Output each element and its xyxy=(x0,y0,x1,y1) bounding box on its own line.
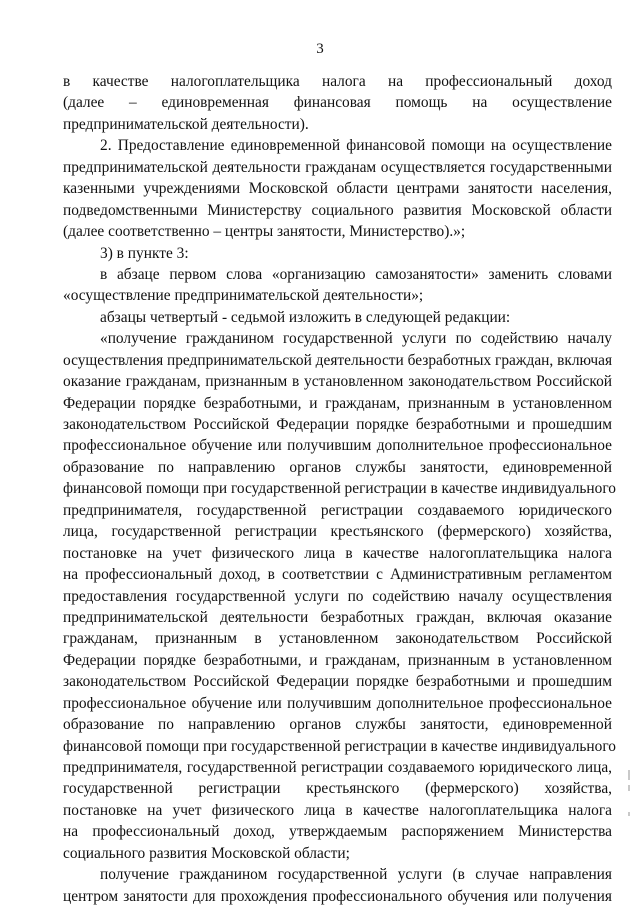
text-line: предпринимателя, государственной регистрации создаваемого юридического xyxy=(63,501,612,519)
text-line: предпринимательской деятельности гражданам осуществляется государственными xyxy=(63,158,612,176)
text-line: абзацы четвертый - седьмой изложить в следующей редакции: xyxy=(100,308,511,326)
text-line: на профессиональный доход, в соответствии с Административным регламентом xyxy=(63,566,612,584)
text-line: образование по направлению органов службы занятости, единовременной xyxy=(63,716,612,734)
text-line: финансовой помощи при государственной регистрации в качестве индивидуального xyxy=(63,480,616,498)
text-line: законодательством Российской Федерации порядке безработными и прошедшим xyxy=(63,416,612,433)
text-line: социального развития Московской области; xyxy=(63,844,350,862)
text-line: (далее – единовременная финансовая помощь на осуществление xyxy=(63,94,612,112)
text-line: профессиональное обучение или получившим дополнительное профессиональное xyxy=(63,437,612,455)
text-line: осуществления предпринимательской деятельности безработных граждан, включая xyxy=(63,351,613,369)
text-line: постановке на учет физического лица в качестве налогоплательщика налога xyxy=(63,544,612,562)
text-line: 2. Предоставление единовременной финансовой помощи на осуществление xyxy=(100,137,612,155)
text-line: постановке на учет физического лица в качестве налогоплательщика налога xyxy=(63,801,612,819)
text-line: финансовой помощи при государственной регистрации в качестве индивидуального xyxy=(63,737,616,755)
text-line: казенными учреждениями Московской области центрами занятости населения, xyxy=(63,180,612,198)
text-line: в абзаце первом слова «организацию самозанятости» заменить словами xyxy=(100,265,612,283)
scan-margin-mark xyxy=(628,785,630,791)
text-line: гражданам, признанным в установленном законодательством Российской xyxy=(63,630,612,648)
text-line: «получение гражданином государственной услуги по содействию началу xyxy=(100,330,612,348)
scan-margin-mark xyxy=(628,770,630,780)
text-line: подведомственными Министерству социального развития Московской области xyxy=(63,201,612,219)
text-line: государственной регистрации крестьянского (фермерского) хозяйства, xyxy=(63,780,612,798)
text-line: предоставления государственной услуги по содействию началу осуществления xyxy=(63,587,612,605)
text-line: законодательством Российской Федерации порядке безработными и прошедшим xyxy=(63,673,612,691)
text-line: образование по направлению органов службы занятости, единовременной xyxy=(63,458,612,476)
text-line: оказание гражданам, признанным в установленном законодательством Российской xyxy=(63,373,612,391)
text-line: предпринимательской деятельности безработных граждан, включая оказание xyxy=(63,608,612,626)
text-line: «осуществление предпринимательской деятельности»; xyxy=(63,287,424,305)
text-line: предпринимательской деятельности). xyxy=(63,115,309,133)
text-line: (далее соответственно – центры занятости, Министерство).»; xyxy=(63,223,466,241)
text-line: Федерации порядке безработными, и гражданам, признанным в установленном xyxy=(63,651,612,669)
text-line: предпринимателя, государственной регистрации создаваемого юридического лица, xyxy=(63,759,612,776)
text-line: 3) в пункте 3: xyxy=(100,244,189,262)
text-line: на профессиональный доход, утверждаемым распоряжением Министерства xyxy=(63,823,612,841)
text-line: получение гражданином государственной услуги (в случае направления xyxy=(100,866,612,884)
text-line: Федерации порядке безработными, и гражданам, признанным в установленном xyxy=(63,394,612,412)
text-line: центром занятости для прохождения профессионального обучения или получения xyxy=(63,887,612,905)
scan-margin-mark xyxy=(628,812,630,816)
document-body xyxy=(63,71,616,907)
page-number: 3 xyxy=(316,41,324,57)
text-line: лица, государственной регистрации крестьянского (фермерского) хозяйства, xyxy=(63,523,612,541)
text-line: в качестве налогоплательщика налога на профессиональный доход xyxy=(63,73,612,90)
text-line: профессиональное обучение или получившим дополнительное профессиональное xyxy=(63,694,612,712)
